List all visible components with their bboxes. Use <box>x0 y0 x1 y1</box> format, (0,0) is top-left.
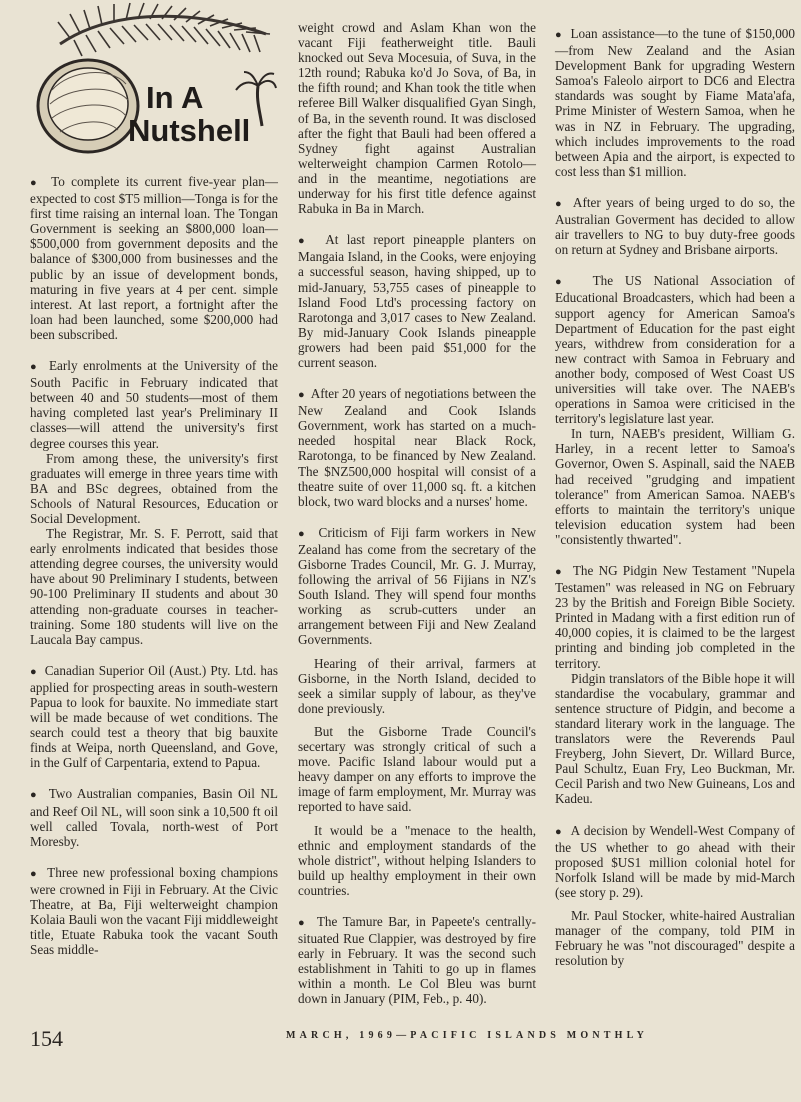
paragraph: ● Loan assistance—to the tune of $150,000—from New Zealand and the Asian Development Bank for upgrading Western Samoa's Faleolo airport to DC6 and Electra standards was sought by Fiame Mata'afa, Prime Minister of Western Samoa, when he was in NZ in February. The upgrading, which includes improvements to the road between Apia and the airport, is expected to cost less than $1 million. <box>555 26 795 179</box>
paragraph: ● After years of being urged to do so, the Australian Goverment has decided to allow air travellers to NG to buy duty-free goods on return at Sydney and Brisbane airports. <box>555 195 795 257</box>
paragraph: ● The NG Pidgin New Testament "Nupela Testamen" was released in NG on February 23 by the British and Foreign Bible Society. Printed in Madang with a first edition run of 40,000 copies, it is claimed to be the largest printing and binding job completed in the territory. <box>555 563 795 671</box>
page-number: 154 <box>30 1026 63 1051</box>
logo-line-2: Nutshell <box>128 113 251 148</box>
paragraph: ● A decision by Wendell-West Company of the US whether to go ahead with their proposed $US1 million colonial hotel for Norfolk Island will be made by mid-March (see story p. 29). <box>555 823 795 900</box>
paragraph: ● Two Australian companies, Basin Oil NL and Reef Oil NL, will soon sink a 10,500 ft oil well called Tovala, north-west of Port Moresby. <box>30 786 278 848</box>
paragraph: ● At last report pineapple planters on Mangaia Island, in the Cooks, were enjoying a successful season, having shipped, up to mid-January, 53,755 cases of pineapple to Island Food Ltd's processing factory on Rarotonga and 3,017 cases to New Zealand. By mid-January Cook Islands pineapple growers had been paid $51,000 for the current season. <box>298 232 536 370</box>
paragraph: ● Three new professional boxing champions were crowned in Fiji in February. At the Civic Theatre, at Ba, Fiji welterweight champion Kolaia Bauli won the vacant Fiji middleweight title, Etuate Rabuka took the vacant South Seas middle- <box>30 865 278 958</box>
column-2 <box>298 20 536 1007</box>
paragraph: Pidgin translators of the Bible hope it will standardise the vocabulary, grammar and sentence structure of Pidgin, and become a standard literary work in the language. The translators were the Reverends Paul Freyberg, John Sievert, Dr. Willard Burce, Paul Schultz, Euan Fry, Leo Buckman, Mr. Cecil Parish and two New Guineans, Los and Kadeu. <box>555 670 795 807</box>
paragraph: ● Early enrolments at the University of the South Pacific in February indicated that between 40 and 50 students—most of them having completed last year's Preliminary II classes—will attend the university's first degree courses this year. <box>30 358 278 451</box>
paragraph: ● The Tamure Bar, in Papeete's centrally-situated Rue Clappier, was destroyed by fire early in February. It was the second such establishment in Tahiti to go up in flames within a month. Le Col Bleu was burnt down in January (PIM, Feb., p. 40). <box>298 914 536 1007</box>
logo-line-1: In A <box>146 80 204 115</box>
paragraph: ● Criticism of Fiji farm workers in New Zealand has come from the secretary of the Gisborne Trades Council, Mr. G. J. Murray, following the arrival of 56 Fijians in NZ's South Island. They will spend four months working as scrub-cutters under an arrangement between Fiji and New Zealand Governments. <box>298 525 536 648</box>
running-head: MARCH, 1969—PACIFIC ISLANDS MONTHLY <box>286 1030 649 1041</box>
column-3 <box>555 26 795 968</box>
paragraph: From among these, the university's first graduates will emerge in three years time with BA and BSc degrees, obtained from the Schools of Natural Resources, Education or Social Development. <box>30 450 278 526</box>
in-a-nutshell-logo <box>30 0 278 160</box>
paragraph: The Registrar, Mr. S. F. Perrott, said that early enrolments indicated that besides those attending degree courses, the university would have about 90 Preliminary I students, between 90-100 Preliminary II students and about 30 attending non-graduate courses in teacher-training. Some 180 students will live on the Laucala Bay campus. <box>30 526 278 647</box>
paragraph: It would be a "menace to the health, ethnic and employment standards of the whole district", without helping Islanders to build up healthy employment in their own countries. <box>298 822 536 898</box>
paragraph: In turn, NAEB's president, William G. Harley, in a recent letter to Samoa's Governor, Owen S. Aspinall, said the NAEB had received "grudging and impatient tolerance" from American Samoa. NAEB's efforts to maintain the territory's unique television education system had been "consistently thwarted". <box>555 426 795 547</box>
paragraph: ● To complete its current five-year plan—expected to cost $T5 million—Tonga is for the first time raising an internal loan. The Tongan Government is seeking an $800,000 loan—$500,000 from government deposits and the balance of $300,000 from businesses and the public by an issue of development bonds, maturing in five years at 4 per cent. simple interest. At last report, a fortnight after the loan had been launched, some $200,000 had been subscribed. <box>30 174 278 342</box>
paragraph: ● After 20 years of negotiations between the New Zealand and Cook Islands Government, work has started on a much-needed hospital near Black Rock, Rarotonga, to be financed by New Zealand. The $NZ500,000 hospital will consist of a theatre suite of over 11,000 sq. ft. a kitchen block, two ward blocks and a nurses' home. <box>298 386 536 509</box>
paragraph: weight crowd and Aslam Khan won the vacant Fiji featherweight title. Bauli knocked out Seva Mocesuia, of Suva, in the 12th round; Rabuka ko'd Jo Sova, of Ba, in the fifth round; and Khan took the title when referee Bill Walker disqualified Gyan Singh, of Ba, in the seventh round. It was disclosed after the fight that Bauli had been offered a Sydney fight against Australian welterweight champion Carmen Rotolo—and in the meantime, negotiations are underway for his first title defence against Rabuka in Ba in March. <box>298 20 536 217</box>
paragraph: ● The US National Association of Educational Broadcasters, which had been a support agency for American Samoa's Department of Education for the past eight years, withdrew from consideration for a new contract with Samoa in February and another body, composed of West Coast US universities will take over. The NAEB's operations in Samoa were criticised in the territory's legislature last year. <box>555 273 795 426</box>
paragraph: Hearing of their arrival, farmers at Gisborne, in the North Island, decided to seek a similar supply of labour, as they've done previously. <box>298 655 536 716</box>
column-1 <box>30 0 278 957</box>
paragraph: ● Canadian Superior Oil (Aust.) Pty. Ltd. has applied for prospecting areas in south-western Papua to look for bauxite. No immediate start will be made because of wet conditions. The search could test a theory that big bauxite finds at Weipa, north Queensland, and Gove, in the Gulf of Carpentaria, extend to Papua. <box>30 663 278 771</box>
paragraph: But the Gisborne Trade Council's secertary was strongly critical of such a move. Pacific Island labour would put a heavy damper on any efforts to improve the image of farm employment, Mr. Murray was reported to have said. <box>298 723 536 815</box>
paragraph: Mr. Paul Stocker, white-haired Australian manager of the company, told PIM in February he was "not discouraged" despite a resolution by <box>555 907 795 969</box>
